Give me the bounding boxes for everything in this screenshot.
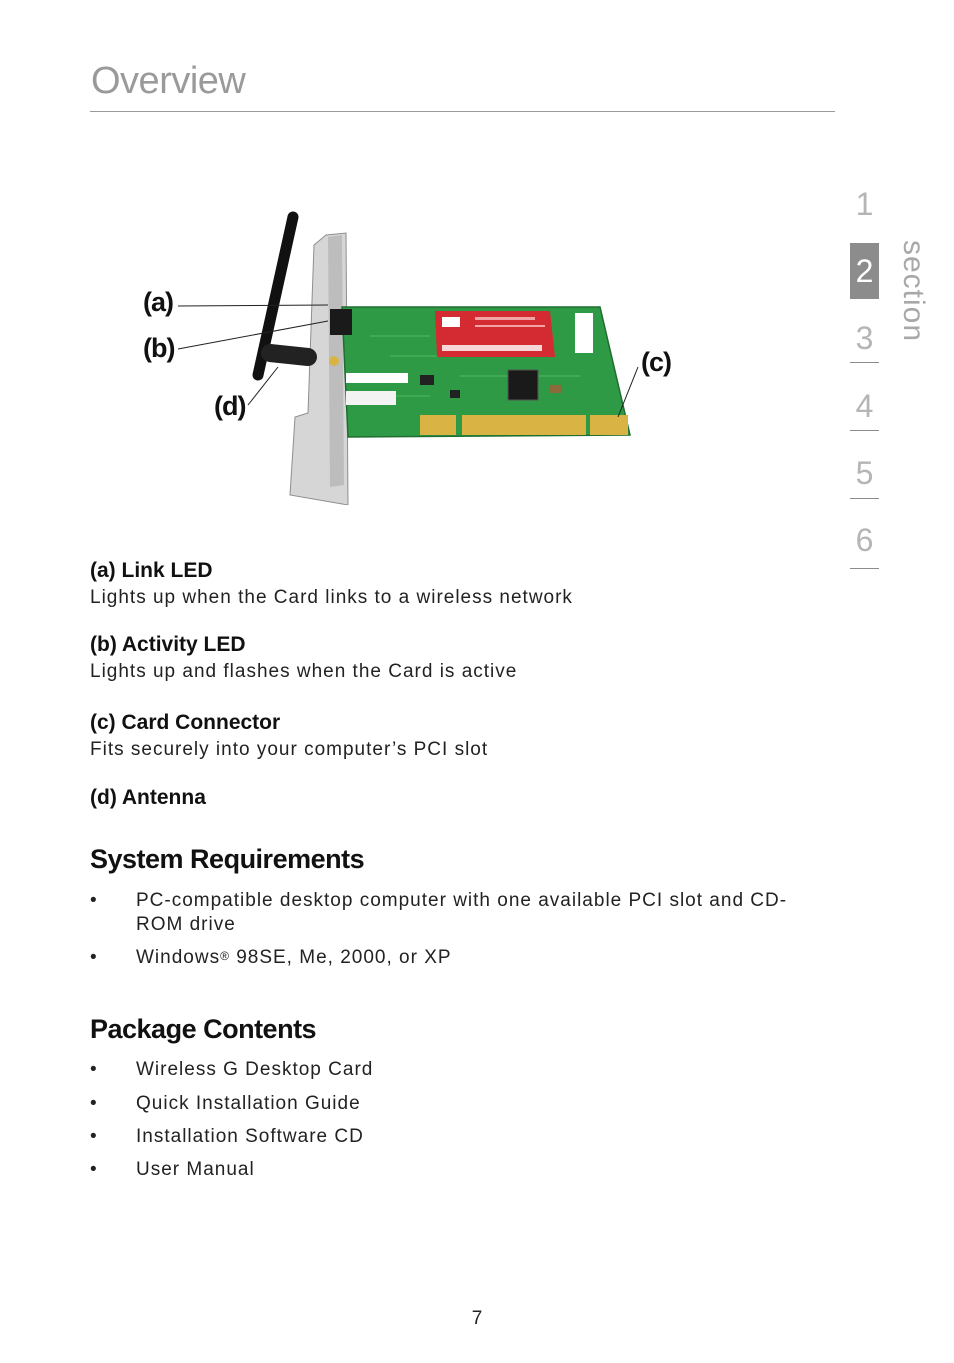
list-item-text-rest: 98SE, Me, 2000, or XP	[229, 947, 452, 968]
barcode-sticker	[346, 391, 396, 405]
card-connector	[420, 415, 628, 435]
callout-a: (a)	[143, 287, 173, 317]
list-item	[90, 1092, 810, 1116]
component	[420, 375, 434, 385]
section-number-4[interactable]: 4	[855, 388, 874, 424]
package-contents-heading: Package Contents	[90, 1014, 317, 1044]
list-item-text: Quick Installation Guide	[136, 1093, 361, 1114]
leader-line-a	[178, 305, 328, 306]
feature-description: Lights up and flashes when the Card is active	[90, 661, 518, 682]
feature-antenna	[90, 785, 810, 811]
chipset	[508, 370, 538, 400]
page-number: 7	[471, 1308, 483, 1329]
side-barcode	[575, 313, 593, 353]
section-divider	[850, 362, 879, 363]
label-text-line	[475, 325, 545, 327]
antenna-port	[330, 309, 352, 335]
feature-title: (c) Card Connector	[90, 711, 281, 734]
list-item	[90, 1158, 810, 1182]
system-requirements-heading: System Requirements	[90, 844, 365, 874]
feature-description: Lights up when the Card links to a wireless network	[90, 587, 573, 608]
label-logo	[442, 317, 460, 327]
serial-sticker	[346, 373, 408, 383]
bullet: •	[90, 1093, 98, 1114]
list-item	[90, 1125, 810, 1149]
title-divider	[90, 111, 835, 112]
callout-c: (c)	[641, 347, 671, 377]
section-label: section	[897, 240, 930, 343]
component	[550, 385, 562, 393]
feature-card-connector	[90, 710, 810, 762]
wireless-card-illustration	[130, 205, 690, 505]
feature-link-led	[90, 558, 810, 610]
product-figure	[130, 205, 690, 505]
system-requirements-list	[90, 889, 810, 970]
package-contents-list	[90, 1058, 810, 1182]
bullet: •	[90, 890, 98, 911]
list-item	[90, 946, 810, 970]
section-divider	[850, 430, 879, 431]
leader-line-b	[178, 321, 328, 349]
callout-d: (d)	[214, 391, 246, 421]
page-title: Overview	[91, 60, 246, 102]
feature-title: (d) Antenna	[90, 786, 206, 809]
section-number-2-active[interactable]: 2	[850, 243, 879, 299]
section-divider	[850, 568, 879, 569]
component	[450, 390, 460, 398]
bullet: •	[90, 947, 98, 968]
feature-title: (a) Link LED	[90, 559, 213, 582]
section-number-1[interactable]: 1	[855, 186, 874, 222]
list-item	[90, 889, 810, 937]
section-number-3[interactable]: 3	[855, 320, 874, 356]
registered-mark: ®	[220, 949, 230, 963]
list-item-text: Wireless G Desktop Card	[136, 1059, 374, 1080]
leader-line-c	[618, 367, 638, 417]
bullet: •	[90, 1159, 98, 1180]
antenna-connector	[329, 356, 339, 366]
feature-description: Fits securely into your computer’s PCI slot	[90, 739, 489, 760]
section-number-6[interactable]: 6	[855, 522, 874, 558]
section-divider	[850, 498, 879, 499]
bullet: •	[90, 1059, 98, 1080]
feature-activity-led	[90, 632, 810, 684]
list-item-text: Installation Software CD	[136, 1126, 364, 1147]
section-number-5[interactable]: 5	[855, 455, 874, 491]
bullet: •	[90, 1126, 98, 1147]
list-item-text-prefix: Windows	[136, 947, 221, 968]
feature-title: (b) Activity LED	[90, 633, 246, 656]
antenna-hinge	[270, 353, 308, 357]
label-text-line	[475, 317, 535, 320]
label-text-line	[442, 345, 542, 351]
callout-b: (b)	[143, 333, 175, 363]
list-item-text: PC-compatible desktop computer with one available PCI slot and CD-ROM drive	[136, 890, 788, 935]
list-item-text: User Manual	[136, 1159, 255, 1180]
list-item	[90, 1058, 810, 1082]
